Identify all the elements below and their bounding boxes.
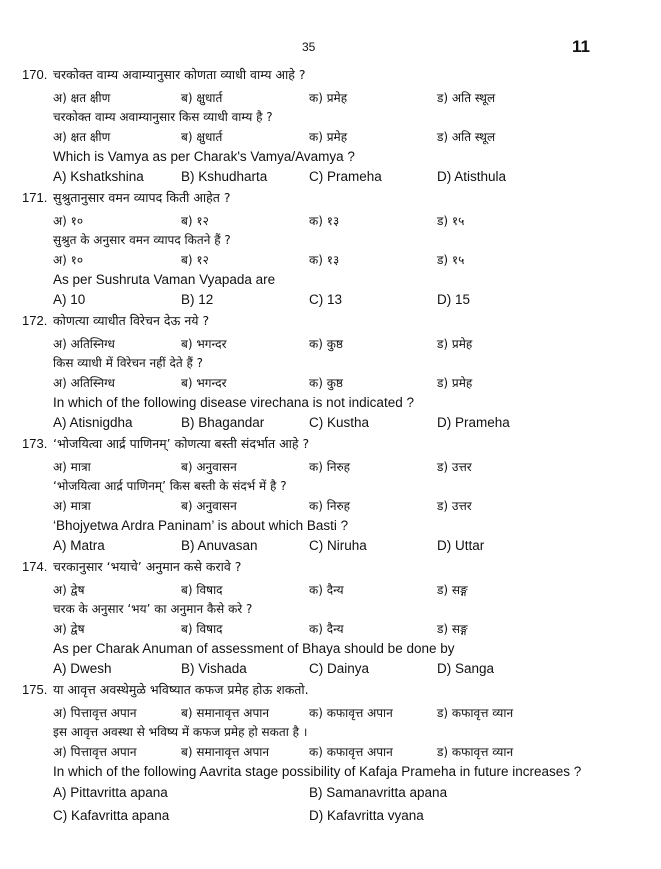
option-c: C) Kustha <box>309 414 370 430</box>
option-d: ड) प्रमेह <box>437 336 473 351</box>
question-number: 172. <box>22 313 48 328</box>
option-a: अ) १० <box>53 252 84 267</box>
option-b: ब) समानावृत्त अपान <box>181 744 270 759</box>
option-c: क) दैन्य <box>309 621 344 636</box>
options-hindi <box>53 741 642 761</box>
option-a: A) Atisnigdha <box>53 414 133 430</box>
option-b: ब) १२ <box>181 213 209 228</box>
option-a: A) Matra <box>53 537 105 553</box>
option-b: ब) विषाद <box>181 621 223 636</box>
option-d: D) Sanga <box>437 660 495 676</box>
option-a: अ) द्वेष <box>53 621 85 636</box>
options-english-row-2 <box>53 804 642 827</box>
option-d: D) 15 <box>437 291 471 307</box>
options-marathi <box>53 210 642 230</box>
question-hindi: सुश्रुत के अनुसार वमन व्यापद कितने हैं ? <box>53 233 231 247</box>
question-english: As per Sushruta Vaman Vyapada are <box>53 271 276 287</box>
option-c: क) कुष्ठ <box>309 375 343 390</box>
option-a: A) Pittavritta apana <box>53 785 168 800</box>
question-marathi: सुश्रुतानुसार वमन व्यापद किती आहेत ? <box>53 190 231 205</box>
options-hindi <box>53 618 642 638</box>
option-b: ब) अनुवासन <box>181 498 237 513</box>
options-marathi <box>53 333 642 353</box>
option-b: B) Kshudharta <box>181 168 268 184</box>
question-170 <box>22 66 642 186</box>
option-b: B) Bhagandar <box>181 414 265 430</box>
option-a: अ) १० <box>53 213 84 228</box>
question-number: 171. <box>22 190 48 205</box>
option-a: A) 10 <box>53 291 86 307</box>
question-marathi: चरकोक्त वाम्य अवाम्यानुसार कोणता व्याधी वाम्य आहे ? <box>53 67 306 82</box>
option-b: B) Anuvasan <box>181 537 258 553</box>
options-english-row-1 <box>53 781 642 804</box>
question-english: ‘Bhojyetwa Ardra Paninam’ is about which Basti ? <box>53 517 349 533</box>
options-hindi <box>53 495 642 515</box>
option-a: A) Dwesh <box>53 660 112 676</box>
options-hindi <box>53 372 642 392</box>
question-172 <box>22 312 642 432</box>
option-a: अ) अतिस्निग्ध <box>53 375 115 390</box>
option-d: ड) अति स्थूल <box>437 129 496 144</box>
option-a: अ) अतिस्निग्ध <box>53 336 115 351</box>
option-b: B) Samanavritta apana <box>309 785 448 800</box>
option-d: D) Atisthula <box>437 168 507 184</box>
option-a: अ) क्षत क्षीण <box>53 129 111 144</box>
option-d: ड) १५ <box>437 252 465 267</box>
option-d: ड) उत्तर <box>437 459 472 474</box>
option-c: C) Niruha <box>309 537 367 553</box>
option-d: ड) अति स्थूल <box>437 90 496 105</box>
options-english <box>53 658 642 678</box>
option-b: ब) विषाद <box>181 582 223 597</box>
option-d: ड) कफावृत्त व्यान <box>437 705 514 720</box>
question-english: In which of the following Aavrita stage possibility of Kafaja Prameha in future increases ? <box>53 763 582 779</box>
option-d: D) Kafavritta vyana <box>309 808 424 823</box>
question-marathi: चरकानुसार ‘भयाचे’ अनुमान कसे करावे ? <box>53 559 242 574</box>
option-d: ड) प्रमेह <box>437 375 473 390</box>
option-b: B) Vishada <box>181 660 247 676</box>
option-c: क) प्रमेह <box>309 129 348 144</box>
option-d: D) Prameha <box>437 414 510 430</box>
question-hindi: इस आवृत्त अवस्था से भविष्य में कफज प्रमेह हो सकता है । <box>53 725 308 739</box>
question-hindi: किस व्याधी में विरेचन नहीं देते हैं ? <box>53 356 204 370</box>
options-hindi <box>53 249 642 269</box>
option-a: अ) पित्तावृत्त अपान <box>53 705 137 720</box>
option-b: B) 12 <box>181 291 214 307</box>
question-number: 174. <box>22 559 48 574</box>
options-english <box>53 166 642 186</box>
option-b: ब) क्षुधार्त <box>181 129 223 144</box>
question-english: Which is Vamya as per Charak's Vamya/Avamya ? <box>53 148 355 164</box>
option-c: C) Kafavritta apana <box>53 808 170 823</box>
question-number: 173. <box>22 436 48 451</box>
options-english <box>53 412 642 432</box>
options-marathi <box>53 579 642 599</box>
option-a: अ) मात्रा <box>53 459 91 474</box>
option-c: C) 13 <box>309 291 343 307</box>
option-a: अ) क्षत क्षीण <box>53 90 111 105</box>
option-c: क) दैन्य <box>309 582 344 597</box>
question-marathi: या आवृत्त अवस्थेमुळे भविष्यात कफज प्रमेह होऊ शकतो. <box>53 682 309 697</box>
option-c: क) निरुह <box>309 459 351 474</box>
options-marathi <box>53 702 642 722</box>
option-d: ड) १५ <box>437 213 465 228</box>
option-a: अ) मात्रा <box>53 498 91 513</box>
page-number: 35 <box>302 40 316 54</box>
question-number: 170. <box>22 67 48 82</box>
question-171 <box>22 189 642 309</box>
options-english <box>53 289 642 309</box>
option-b: ब) समानावृत्त अपान <box>181 705 270 720</box>
question-marathi: ‘भोजयित्वा आर्द्र पाणिनम्’ कोणत्या बस्ती संदर्भात आहे ? <box>53 436 310 451</box>
option-c: क) निरुह <box>309 498 351 513</box>
option-d: ड) सङ्ग <box>437 582 468 597</box>
question-list <box>22 66 642 830</box>
option-b: ब) भगन्दर <box>181 336 227 351</box>
question-number: 175. <box>22 682 48 697</box>
option-c: क) १३ <box>309 252 340 267</box>
option-b: ब) भगन्दर <box>181 375 227 390</box>
question-english: In which of the following disease virechana is not indicated ? <box>53 394 414 410</box>
sheet-number: 11 <box>572 37 590 56</box>
options-hindi <box>53 126 642 146</box>
option-c: C) Prameha <box>309 168 382 184</box>
options-marathi <box>53 456 642 476</box>
question-173 <box>22 435 642 555</box>
option-c: क) १३ <box>309 213 340 228</box>
option-a: A) Kshatkshina <box>53 168 144 184</box>
question-hindi: ‘भोजयित्वा आर्द्र पाणिनम्’ किस बस्ती के संदर्भ में है ? <box>53 479 287 493</box>
option-a: अ) पित्तावृत्त अपान <box>53 744 137 759</box>
question-175 <box>22 681 642 827</box>
option-d: ड) सङ्ग <box>437 621 468 636</box>
option-b: ब) अनुवासन <box>181 459 237 474</box>
question-174 <box>22 558 642 678</box>
option-c: क) कफावृत्त अपान <box>309 705 393 720</box>
question-marathi: कोणत्या व्याधीत विरेचन देऊ नये ? <box>53 313 210 328</box>
options-english <box>53 535 642 555</box>
option-c: क) कफावृत्त अपान <box>309 744 393 759</box>
option-d: D) Uttar <box>437 537 485 553</box>
question-english: As per Charak Anuman of assessment of Bhaya should be done by <box>53 640 455 656</box>
question-hindi: चरक के अनुसार ‘भय’ का अनुमान कैसे करे ? <box>53 602 253 616</box>
question-hindi: चरकोक्त वाम्य अवाम्यानुसार किस व्याधी वाम्य है ? <box>53 110 273 124</box>
option-a: अ) द्वेष <box>53 582 85 597</box>
option-c: क) प्रमेह <box>309 90 348 105</box>
option-d: ड) उत्तर <box>437 498 472 513</box>
option-c: C) Dainya <box>309 660 370 676</box>
option-c: क) कुष्ठ <box>309 336 343 351</box>
options-marathi <box>53 87 642 107</box>
option-d: ड) कफावृत्त व्यान <box>437 744 514 759</box>
option-b: ब) क्षुधार्त <box>181 90 223 105</box>
option-b: ब) १२ <box>181 252 209 267</box>
